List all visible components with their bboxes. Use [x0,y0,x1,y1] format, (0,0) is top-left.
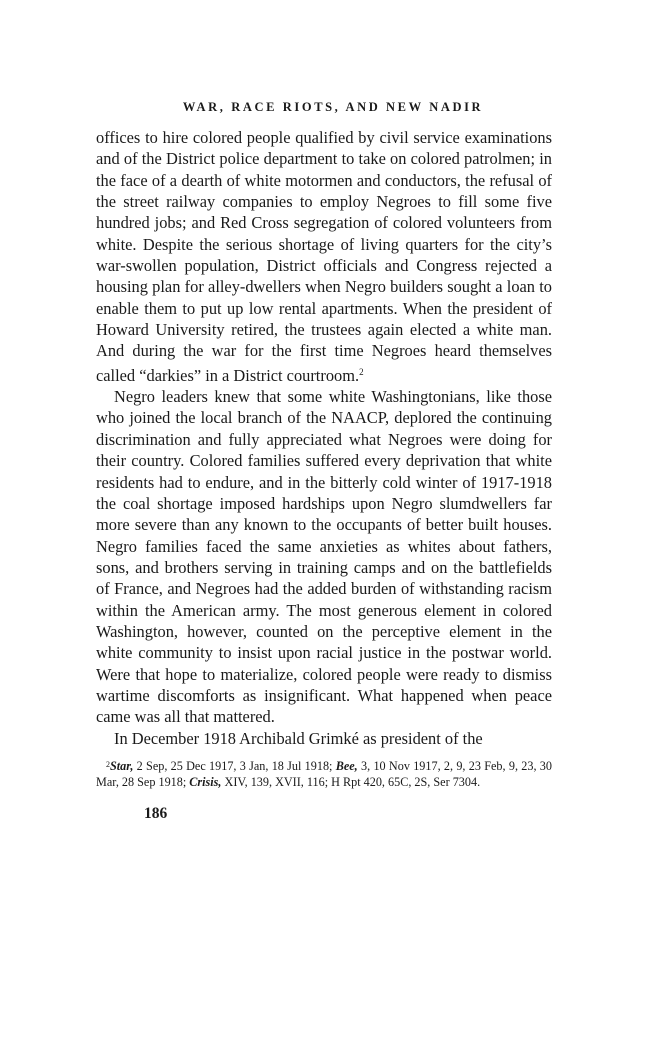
source-star: Star, [110,758,134,773]
book-page [96,100,552,823]
footnote [96,757,552,791]
source-bee: Bee, [335,758,358,773]
footnote-text [96,757,552,791]
footnote-part-crisis: XIV, 139, XVII, 116; H Rpt 420, 65C, 2S, Ser 7304. [221,775,481,790]
running-head: WAR, RACE RIOTS, AND NEW NADIR [182,100,484,114]
paragraph-3: In December 1918 Archibald Grimké as president of the [114,728,483,748]
footnote-number: 2 [106,759,110,769]
footnote-part-star: 2 Sep, 25 Dec 1917, 3 Jan, 18 Jul 1918; [133,758,336,773]
paragraph-1-text: offices to hire colored people qualified by civil service examinations and of the District police department to take on colored patrolmen; in the face of a dearth of white motormen and conductors, the refusal of the street railway companies to employ Negroes to fill some five hundred jobs; and Red Cross segregation of colored volunteers from white. Despite the serious shortage of living quarters for the city’s war-swollen population, District officials and Congress rejected a housing plan for alley-dwellers when Negro builders sought a loan to enable them to put up low rental apartments. When the president of Howard University retired, the trustees again elected a white man. And during the war for the first time Negroes heard themselves called “darkies” in a District courtroom. [96,128,552,385]
page-number: 186 [144,804,168,822]
paragraph-2: Negro leaders knew that some white Washingtonians, like those who joined the local branch of the NAACP, deplored the continuing discrimination and fully appreciated what Negroes were doing for their country. Colored families suffered every deprivation that white residents had to endure, and in the bitterly cold winter of 1917-1918 the coal shortage imposed hardships upon Negro slumdwellers far more severe than any known to the occupants of better built houses. Negro families faced the same anxieties as whites about fathers, sons, and brothers serving in training camps and on the battlefields of France, and Negroes had the added burden of withstanding racism within the American army. The most generous element in colored Washington, however, counted on the perceptive element in the white community to insist upon racial justice in the postwar world. Were that hope to materialize, colored people were ready to dismiss wartime discomforts as insignificant. What happened when peace came was all that mattered. [96,387,552,727]
body-text [96,127,552,749]
footnote-reference: 2 [359,366,364,377]
footnote-part-bee: 3, 10 Nov 1917, 2, 9, 23 Feb, 9, 23, 30 Mar, 28 Sep 1918; [96,758,552,790]
paragraph-1 [96,127,552,386]
source-crisis: Crisis, [189,775,222,790]
